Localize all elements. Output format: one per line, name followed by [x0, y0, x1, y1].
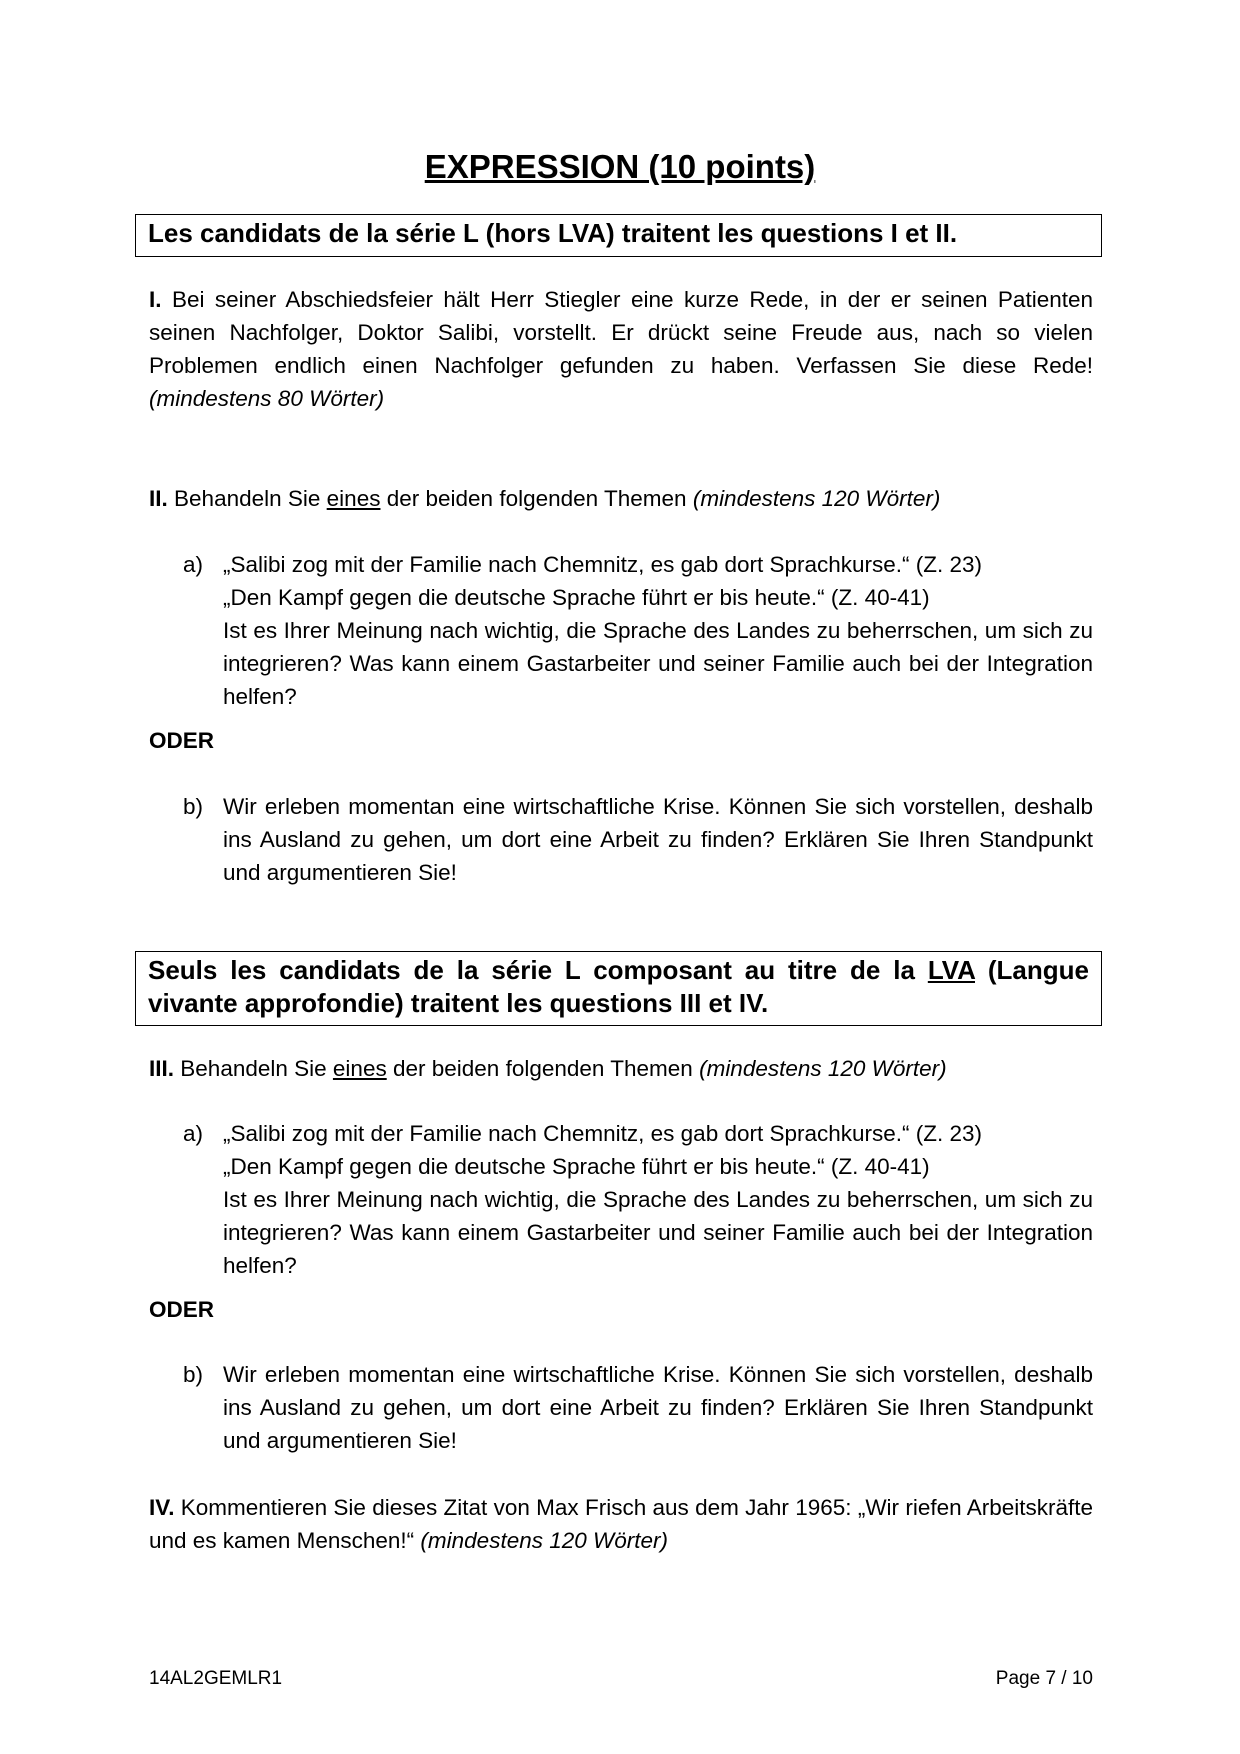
question-2-intro-text: Behandeln Sie [174, 486, 321, 511]
page-title: EXPRESSION (10 points) [424, 148, 816, 185]
option-b-text: Wir erleben momentan eine wirtschaftliche Krise. Können Sie sich vorstellen, deshalb ins Ausland zu gehen, um dort eine Arbeit zu finden? Erklären Sie Ihren Standpunkt und argumentieren Sie! [223, 794, 1093, 885]
question-3-intro-rest: der beiden folgenden Themen [392, 1056, 693, 1081]
question-3-note: (mindestens 120 Wörter) [699, 1056, 947, 1081]
section-2-header-rest: (Langue vivante approfondie) traitent les questions III et IV. [148, 955, 1089, 1018]
option-b-text: Wir erleben momentan eine wirtschaftliche Krise. Können Sie sich vorstellen, deshalb ins Ausland zu gehen, um dort eine Arbeit zu finden? Erklären Sie Ihren Standpunkt und argumentieren Sie! [223, 1362, 1093, 1453]
question-2-intro-emphasis: eines [326, 486, 381, 511]
question-3-label: III. [149, 1056, 175, 1081]
question-2-note: (mindestens 120 Wörter) [692, 486, 941, 511]
question-1-note: (mindestens 80 Wörter) [149, 386, 385, 411]
option-a-quote-2: „Den Kampf gegen die deutsche Sprache führt er bis heute.“ (Z. 40-41) [223, 585, 930, 610]
option-b-label: b) [183, 1362, 204, 1387]
question-1-label: I. [149, 287, 162, 312]
option-a-question: Ist es Ihrer Meinung nach wichtig, die Sprache des Landes zu beherrschen, um sich zu integrieren? Was kann einem Gastarbeiter und seiner Familie auch bei der Integration helfen? [223, 1187, 1093, 1278]
option-a-question: Ist es Ihrer Meinung nach wichtig, die Sprache des Landes zu beherrschen, um sich zu integrieren? Was kann einem Gastarbeiter und seiner Familie auch bei der Integration helfen? [223, 618, 1093, 709]
question-3-intro-emphasis: eines [332, 1056, 387, 1081]
footer-page-number: Page 7 / 10 [995, 1668, 1093, 1689]
section-2-header [135, 951, 1102, 1026]
question-1-text: Bei seiner Abschiedsfeier hält Herr Stiegler eine kurze Rede, in der er seinen Patienten seinen Nachfolger, Doktor Salibi, vorstellt. Er drückt seine Freude aus, nach so vielen Problemen endlich einen Nachfolger gefunden zu haben. Verfassen Sie diese Rede! [149, 287, 1093, 378]
question-3-intro-text: Behandeln Sie [180, 1056, 327, 1081]
option-a-label: a) [183, 552, 204, 577]
section-2-header-emphasis: LVA [927, 955, 975, 985]
option-a-quote-1: „Salibi zog mit der Familie nach Chemnitz, es gab dort Sprachkurse.“ (Z. 23) [223, 552, 983, 577]
option-a-quote-1: „Salibi zog mit der Familie nach Chemnitz, es gab dort Sprachkurse.“ (Z. 23) [223, 1121, 983, 1146]
question-4 [149, 1491, 1093, 1557]
section-2-header-text: Seuls les candidats de la série L composant au titre de la [148, 955, 915, 985]
question-4-text: Kommentieren Sie dieses Zitat von Max Frisch aus dem Jahr 1965: „Wir riefen Arbeitskräfte und es kamen Menschen!“ [149, 1495, 1093, 1553]
question-4-label: IV. [149, 1495, 175, 1520]
question-1 [149, 283, 1093, 415]
question-2-intro [149, 482, 1093, 515]
option-a-content [223, 548, 1093, 713]
option-a-label: a) [183, 1121, 204, 1146]
question-2-label: II. [149, 486, 168, 511]
oder-label: ODER [149, 728, 215, 753]
option-a-content [223, 1117, 1093, 1282]
question-4-note: (mindestens 120 Wörter) [420, 1528, 669, 1553]
footer-code: 14AL2GEMLR1 [149, 1668, 283, 1689]
oder-label: ODER [149, 1297, 215, 1322]
question-3-intro [149, 1052, 1093, 1085]
question-2-intro-rest: der beiden folgenden Themen [386, 486, 687, 511]
option-b-label: b) [183, 794, 204, 819]
section-1-header: Les candidats de la série L (hors LVA) traitent les questions I et II. [135, 214, 1102, 257]
option-a-quote-2: „Den Kampf gegen die deutsche Sprache führt er bis heute.“ (Z. 40-41) [223, 1154, 930, 1179]
